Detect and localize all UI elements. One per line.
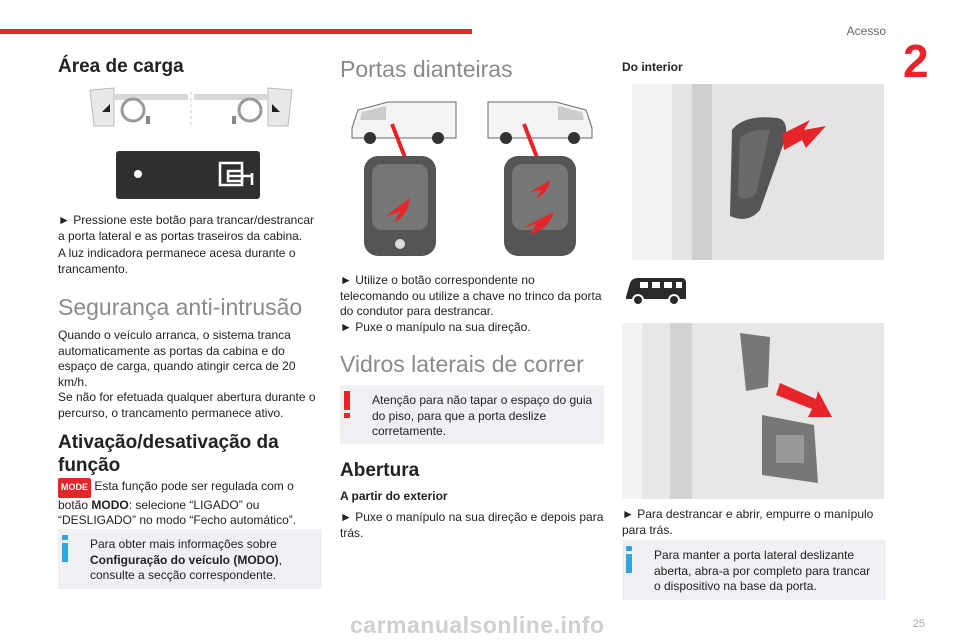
mode-text-a: Esta função pode ser regulada com o botão <box>58 479 294 512</box>
info-icon <box>626 546 632 574</box>
warning-note: Atenção para não tapar o espaço do guia do piso, para que a porta deslize corretamente. <box>340 385 604 444</box>
info-note-mode: Para obter mais informações sobre Configuração do veículo (MODO), consulte a secção correspondente. <box>58 529 322 589</box>
paragraph-unlock-open: ► Para destrancar e abrir, empurre o manípulo para trás. <box>622 507 874 537</box>
warning-icon <box>344 391 350 419</box>
info-icon <box>62 535 68 563</box>
heading-vidros-laterais: Vidros laterais de correr <box>340 351 584 377</box>
info-note-sliding-door: Para manter a porta lateral deslizante aberta, abra-a por completo para trancar o dispositivo na base da porta. <box>622 540 886 600</box>
lock-button-panel <box>116 151 260 199</box>
minibus-icon <box>624 275 688 307</box>
paragraph-light-indicator: A luz indicadora permanece acesa durante o trancamento. <box>58 246 296 276</box>
van-icon-left <box>352 102 456 144</box>
interior-handle-photo-top <box>632 84 884 260</box>
front-door-key-illustration <box>348 98 600 260</box>
heading-seguranca: Segurança anti-intrusão <box>58 294 303 320</box>
paragraph-press-button: ► Pressione este botão para trancar/destrancar a porta lateral e as portas traseiros da cabina. <box>58 213 315 243</box>
chapter-number: 2 <box>903 35 929 87</box>
heading-ativacao: Ativação/desativação da função <box>58 432 279 476</box>
subheading-interior: Do interior <box>622 60 683 74</box>
heading-portas-dianteiras: Portas dianteiras <box>340 56 513 82</box>
mode-text-bold: MODO <box>91 497 129 512</box>
van-icon-right <box>488 102 592 144</box>
subheading-exterior: A partir do exterior <box>340 489 448 503</box>
paragraph-lock-active: Se não for efetuada qualquer abertura durante o percurso, o trancamento permanece ativo. <box>58 390 316 420</box>
paragraph-pull-back: ► Puxe o manípulo na sua direção e depois para trás. <box>340 510 604 540</box>
paragraph-use-remote: ► Utilize o botão correspondente no telecomando ou utilize a chave no trinco da porta do condutor para destrancar. <box>340 273 602 318</box>
paragraph-pull-handle: ► Puxe o manípulo na sua direção. <box>340 320 531 334</box>
chapter-color-bar <box>0 29 472 34</box>
dashboard-lock-illustration <box>88 86 294 132</box>
mode-button-icon: MODE <box>58 478 91 498</box>
heading-abertura: Abertura <box>340 460 420 481</box>
mode-paragraph <box>58 478 322 529</box>
mode-text-c: : selecione “LIGADO” ou “DESLIGADO” no modo “Fecho automático”. <box>58 497 297 527</box>
interior-handle-photo-bottom <box>622 323 884 499</box>
watermark: carmanualsonline.info <box>350 612 605 638</box>
page-number: 25 <box>912 618 925 630</box>
section-title: Acesso <box>846 24 886 38</box>
heading-area-carga: Área de carga <box>58 56 184 77</box>
paragraph-auto-lock: Quando o veículo arranca, o sistema tranca automaticamente as portas da cabina e do espaço de carga, quando atingir cerca de 20 km/h. <box>58 328 296 389</box>
